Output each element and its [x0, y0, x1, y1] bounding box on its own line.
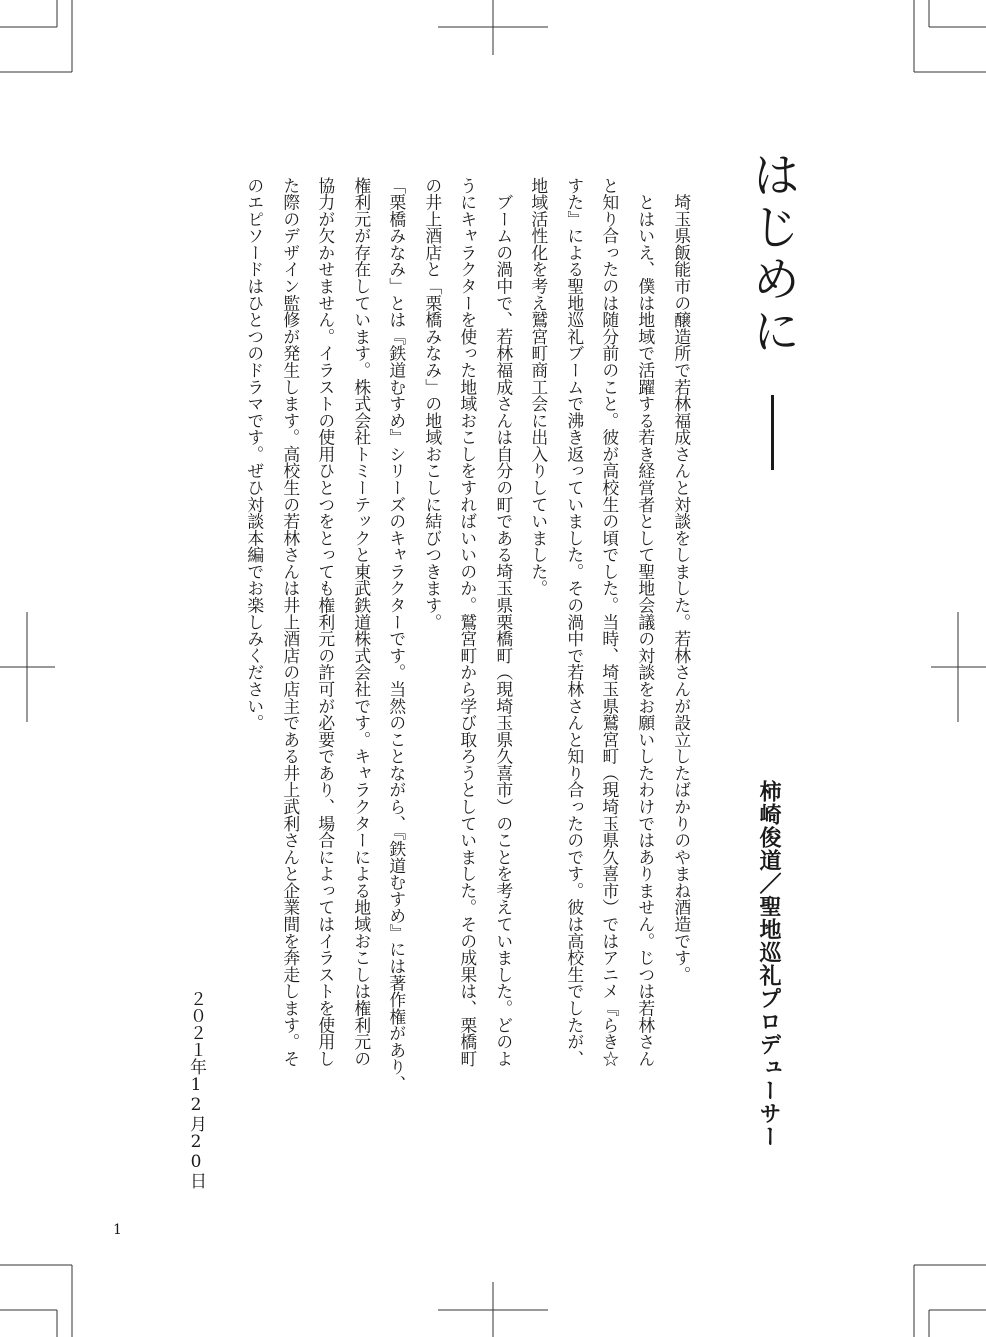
- body-line: た際のデザイン監修が発生します。高校生の若林さんは井上酒店の店主である井上武利さんと企業間を奔走します。そ: [280, 177, 301, 1067]
- body-line: の井上酒店と「栗橋みなみ」の地域おこしに結びつきます。: [422, 177, 443, 631]
- body-line: 「栗橋みなみ」とは『鉄道むすめ』シリーズのキャラクターです。当然のことながら、『鉄道むすめ』には著作権があり、: [386, 177, 407, 1093]
- page-number: 1: [113, 1222, 122, 1238]
- body-line: ブームの渦中で、若林福成さんは自分の町である埼玉県栗橋町（現埼玉県久喜市）のことを考えていました。どのよ: [493, 177, 514, 1067]
- date: ２０２１年12月20日: [186, 990, 206, 1189]
- body-line: 埼玉県飯能市の醸造所で若林福成さんと対談をしました。若林さんが設立したばかりのやまね酒造です。: [671, 177, 692, 983]
- body-line: すた』による聖地巡礼ブームで沸き返っていました。その渦中で若林さんと知り合ったのです。彼は高校生でしたが、: [564, 177, 585, 1067]
- page-title: はじめに: [744, 150, 800, 358]
- body-line: 協力が欠かせません。イラストの使用ひとつをとっても権利元の許可が必要であり、場合によってはイラストを使用し: [315, 177, 336, 1067]
- title-dash: [771, 395, 774, 470]
- body-line: のエピソードはひとつのドラマです。ぜひ対談本編でお楽しみください。: [244, 177, 265, 732]
- body-line: 地域活性化を考え鷲宮町商工会に出入りしていました。: [528, 177, 549, 597]
- body-line: と知り合ったのは随分前のこと。彼が高校生の頃でした。当時、埼玉県鷲宮町（現埼玉県久喜市）ではアニメ『らき☆: [599, 177, 620, 1067]
- body-line: 権利元が存在しています。株式会社トミーテックと東武鉄道株式会社です。キャラクターによる地域おこしは権利元の: [351, 177, 372, 1067]
- body-line: うにキャラクターを使った地域おこしをすればいいのか。鷲宮町から学び取ろうとしていました。その成果は、栗橋町: [457, 177, 478, 1067]
- body-line: とはいえ、僕は地域で活躍する若き経営者として聖地会議の対談をお願いしたわけではありません。じつは若林さん: [635, 177, 656, 1067]
- author-byline: 柿崎俊道／聖地巡礼プロデューサー: [756, 780, 782, 1148]
